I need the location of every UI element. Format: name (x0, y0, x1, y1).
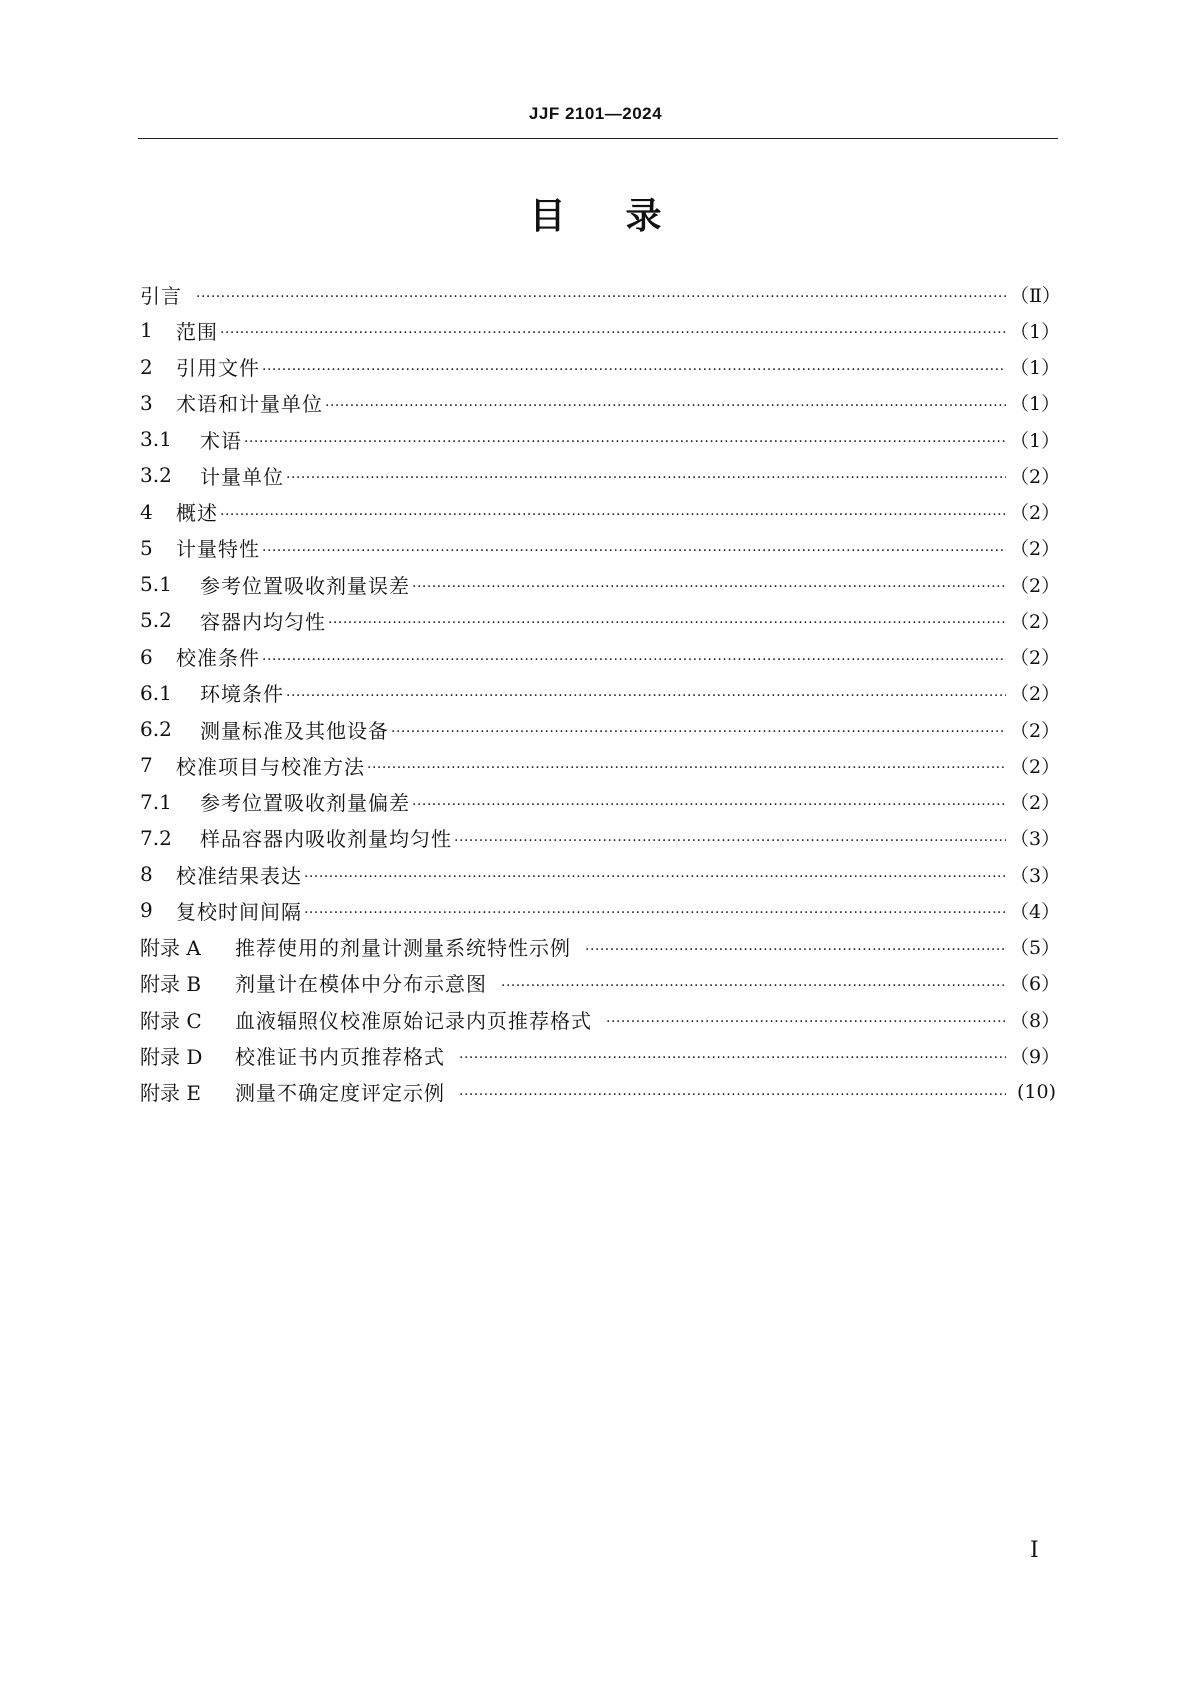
toc-entry-page: （2） (1010, 647, 1061, 670)
toc-dot-leader (328, 613, 1006, 633)
toc-entry[interactable] (140, 675, 1061, 711)
toc-entry[interactable] (140, 530, 1061, 566)
toc-entry[interactable] (140, 385, 1061, 421)
toc-entry-page: （Ⅱ） (1010, 284, 1061, 307)
toc-entry-title: 计量特性 (176, 537, 260, 562)
toc-entry[interactable] (140, 349, 1061, 385)
toc-entry[interactable] (140, 856, 1061, 892)
toc-entry-number: 附录 C (140, 1008, 202, 1033)
toc-dot-leader (286, 686, 1006, 706)
toc-entry-number: 9 (140, 898, 153, 923)
toc-entry-number: 6.2 (140, 717, 172, 742)
toc-entry-title: 复校时间间隔 (176, 899, 302, 924)
toc-entry-page: （1） (1010, 429, 1061, 452)
toc-entry-page: （8） (1010, 1009, 1061, 1032)
toc-entry-page: （9） (1010, 1045, 1061, 1068)
toc-dot-leader (196, 287, 1006, 307)
toc-entry-page: （2） (1010, 792, 1061, 815)
toc-entry-number: 附录 A (140, 936, 201, 961)
toc-entry-title: 范围 (176, 319, 218, 344)
toc-entry[interactable] (140, 494, 1061, 530)
toc-entry-page: （4） (1010, 900, 1061, 923)
toc-entry[interactable] (140, 820, 1061, 856)
toc-dot-leader (262, 360, 1006, 380)
toc-entry-page: （5） (1010, 937, 1061, 960)
toc-entry-title: 参考位置吸收剂量偏差 (200, 791, 410, 816)
toc-dot-leader (585, 940, 1006, 960)
toc-entry-page: （2） (1010, 610, 1061, 633)
header-rule (138, 138, 1058, 139)
toc-dot-leader (262, 650, 1006, 670)
toc-entry-page: （1） (1010, 320, 1061, 343)
toc-entry-number: 3 (140, 390, 153, 415)
toc-entry-page: （3） (1010, 828, 1061, 851)
toc-entry-title: 引用文件 (176, 356, 260, 381)
toc-entry-title: 参考位置吸收剂量误差 (200, 573, 410, 598)
page-number: I (1030, 1538, 1039, 1563)
toc-entry[interactable] (140, 784, 1061, 820)
toc-entry[interactable] (140, 276, 1061, 312)
toc-entry-number: 3.1 (140, 427, 172, 452)
toc-entry[interactable] (140, 566, 1061, 602)
toc-entry-number: 7.1 (140, 789, 172, 814)
toc-entry-number: 5.1 (140, 572, 172, 597)
toc-entry-title: 测量标准及其他设备 (200, 718, 389, 743)
toc-entry-title: 术语 (200, 428, 242, 453)
toc-dot-leader (220, 505, 1006, 525)
toc-entry-page: （2） (1010, 683, 1061, 706)
toc-dot-leader (391, 722, 1006, 742)
toc-entry-page: （1） (1010, 393, 1061, 416)
toc-entry-number: 附录 E (140, 1081, 201, 1106)
toc-entry[interactable] (140, 929, 1061, 965)
toc-entry-page: （2） (1010, 465, 1061, 488)
toc-entry[interactable] (140, 711, 1061, 747)
toc-entry-title: 环境条件 (200, 682, 284, 707)
toc-entry-number: 4 (140, 499, 153, 524)
toc-entry-number: 3.2 (140, 463, 172, 488)
toc-dot-leader (286, 468, 1006, 488)
toc-dot-leader (220, 323, 1006, 343)
toc-entry[interactable] (140, 457, 1061, 493)
toc-dot-leader (304, 867, 1006, 887)
toc-title: 目录 (529, 196, 722, 237)
toc-entry-page: （3） (1010, 864, 1061, 887)
toc-entry-number: 7 (140, 753, 153, 778)
toc-entry-number: 5 (140, 535, 153, 560)
toc-dot-leader (606, 1012, 1006, 1032)
toc-entry-page: （2） (1010, 538, 1061, 561)
toc-entry[interactable] (140, 1074, 1056, 1110)
toc-entry-page: （6） (1010, 973, 1061, 996)
toc-entry-page: （2） (1010, 574, 1061, 597)
toc-entry[interactable] (140, 892, 1061, 928)
document-code: JJF 2101—2024 (528, 104, 663, 123)
toc-entry-number: 6.1 (140, 680, 172, 705)
toc-entry-page: （2） (1010, 755, 1061, 778)
toc-dot-leader (244, 432, 1006, 452)
toc-entry[interactable] (140, 965, 1061, 1001)
toc-entry-number: 7.2 (140, 825, 172, 850)
toc-dot-leader (412, 795, 1006, 815)
toc-dot-leader (454, 831, 1006, 851)
toc-entry-title: 校准证书内页推荐格式 (235, 1044, 445, 1069)
toc-entry-title: 术语和计量单位 (176, 392, 323, 417)
toc-dot-leader (459, 1048, 1006, 1068)
table-of-contents (140, 276, 1061, 1110)
toc-dot-leader (459, 1085, 1006, 1105)
toc-dot-leader (412, 577, 1006, 597)
toc-dot-leader (262, 541, 1006, 561)
toc-entry-title: 测量不确定度评定示例 (235, 1081, 445, 1106)
toc-entry-number: 6 (140, 644, 153, 669)
toc-entry-title: 校准项目与校准方法 (176, 754, 365, 779)
toc-entry-title: 引言 (140, 283, 182, 308)
toc-entry-title: 校准结果表达 (176, 863, 302, 888)
toc-entry-number: 附录 B (140, 972, 202, 997)
toc-entry-title: 容器内均匀性 (200, 609, 326, 634)
toc-entry[interactable] (140, 312, 1061, 348)
toc-entry-title: 概述 (176, 501, 218, 526)
toc-entry-title: 剂量计在模体中分布示意图 (235, 972, 487, 997)
toc-entry[interactable] (140, 1037, 1061, 1073)
toc-entry[interactable] (140, 1001, 1061, 1037)
toc-entry[interactable] (140, 602, 1061, 638)
toc-entry-number: 5.2 (140, 608, 172, 633)
toc-entry[interactable] (140, 421, 1061, 457)
toc-entry-title: 血液辐照仪校准原始记录内页推荐格式 (235, 1008, 592, 1033)
toc-entry-page: （1） (1010, 357, 1061, 380)
toc-entry-title: 计量单位 (200, 464, 284, 489)
toc-entry-page: （2） (1010, 502, 1061, 525)
toc-dot-leader (367, 758, 1006, 778)
toc-entry-number: 1 (140, 318, 153, 343)
toc-entry-page: (10) (1016, 1080, 1056, 1103)
toc-entry[interactable] (140, 639, 1061, 675)
toc-entry-number: 附录 D (140, 1044, 203, 1069)
toc-entry-page: （2） (1010, 719, 1061, 742)
toc-dot-leader (501, 976, 1006, 996)
toc-entry-title: 样品容器内吸收剂量均匀性 (200, 827, 452, 852)
toc-entry-number: 2 (140, 354, 153, 379)
toc-entry[interactable] (140, 747, 1061, 783)
toc-entry-title: 推荐使用的剂量计测量系统特性示例 (235, 936, 571, 961)
toc-entry-number: 8 (140, 862, 153, 887)
toc-dot-leader (304, 903, 1006, 923)
toc-dot-leader (325, 396, 1006, 416)
toc-entry-title: 校准条件 (176, 646, 260, 671)
